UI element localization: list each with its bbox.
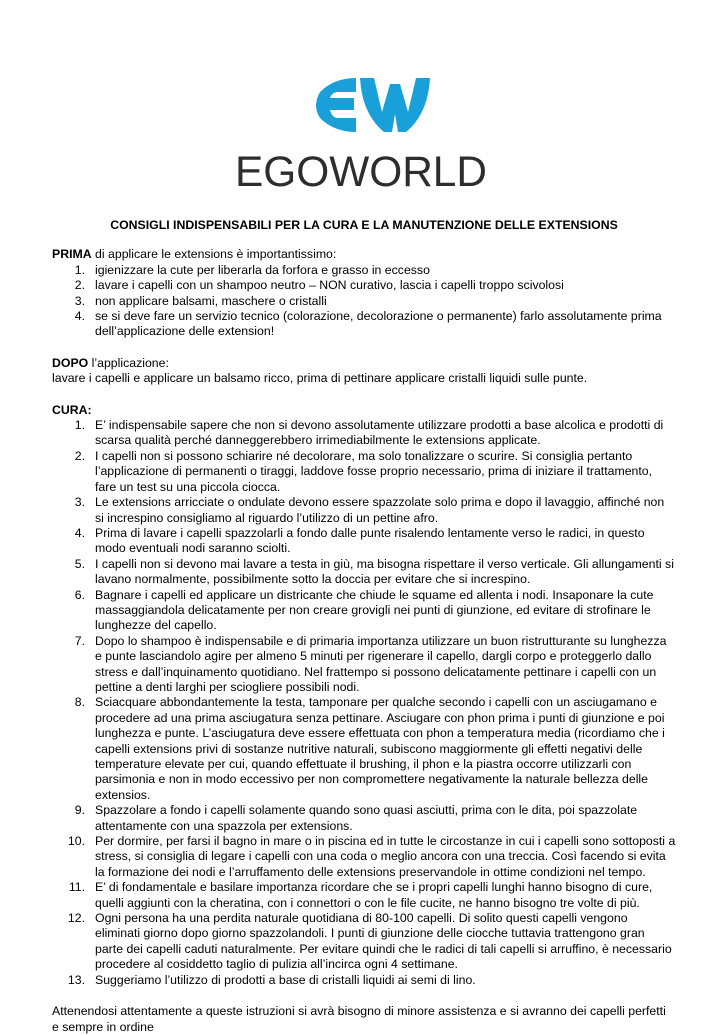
prima-list — [52, 263, 676, 340]
list-item-number: 2. — [74, 278, 85, 293]
list-item-text: I capelli non si possono schiarire né decolorare, ma solo tonalizzare o scurire. Si consiglia pertanto l’applicazione di permanenti o tiraggi, laddove fosse proprio necessario, prima di iniziare il trattamento, fare un test su una piccola ciocca. — [95, 448, 653, 494]
list-item — [52, 803, 676, 834]
list-item-text: Dopo lo shampoo è indispensabile e di primaria importanza utilizzare un buon ristrutturante su lunghezza e punte lasciandolo agire per almeno 5 minuti per rigenerare il capello, dargli corpo e proteggerlo dallo stress e dall’inquinamento quotidiano. Nel frattempo si possono delicatamente pettinare i capelli con un pettine a denti larghi per sciogliere possibili nodi. — [95, 633, 667, 694]
list-item — [52, 263, 676, 278]
list-item-number: 8. — [74, 695, 85, 710]
list-item-text: Suggeriamo l’utilizzo di prodotti a base di cristalli liquidi ai semi di lino. — [95, 972, 476, 987]
list-item — [52, 695, 676, 803]
list-item-text: Sciacquare abbondantemente la testa, tamponare per qualche secondo i capelli con un asciugamano e procedere ad una prima asciugatura senza pettinare. Asciugare con phon prima i punti di giunzione e poi lunghezza e punte. L’asciugatura deve essere effettuata con phon a temperatura media (ricordiamo che i capelli extensions privi di sostanze nutritive naturali, subiscono maggiormente gli effetti negativi delle temperature elevate per cui, quando effettuate il brushing, il phon e la piastra occorre utilizzarli con parsimonia e non in modo eccessivo per non compromettere negativamente la naturale bellezza delle extensios. — [95, 695, 665, 802]
dopo-text: l’applicazione: — [88, 355, 169, 370]
list-item — [52, 278, 676, 293]
list-item-number: 9. — [74, 803, 85, 818]
list-item — [52, 973, 676, 988]
list-item-number: 4. — [74, 309, 85, 324]
list-item-text: Per dormire, per farsi il bagno in mare o in piscina ed in tutte le circostanze in cui i capelli sono sottoposti a stress, si consiglia di legare i capelli con una coda o meglio ancora con una treccia. Così facendo si evita la formazione dei nodi e l’arruffamento delle extensions preservandole in ottime condizioni nel tempo. — [95, 834, 676, 879]
list-item — [52, 557, 676, 588]
list-item-text: lavare i capelli con un shampoo neutro – NON curativo, lascia i capelli troppo scivolosi — [95, 278, 564, 293]
list-item — [52, 911, 676, 973]
list-item-text: Prima di lavare i capelli spazzolarli a fondo dalle punte risalendo lentamente verso le radici, in questo modo eventuali nodi saranno sciolti. — [95, 525, 645, 556]
list-item-text: E’ indispensabile sapere che non si devono assolutamente utilizzare prodotti a base alcolica e prodotti di scarsa qualità perché danneggerebbero irrimediabilmente le extensions applicate. — [95, 418, 664, 448]
list-item-number: 10. — [67, 834, 85, 849]
list-item — [52, 834, 676, 880]
list-item — [52, 309, 676, 340]
egoworld-logo — [234, 74, 488, 190]
list-item-text: se si deve fare un servizio tecnico (colorazione, decolorazione o permanente) farlo assolutamente prima dell’applicazione delle extension! — [95, 309, 662, 339]
document-body — [52, 218, 676, 1035]
egoworld-logo-graphic — [234, 74, 488, 190]
list-item — [52, 880, 676, 911]
cura-list — [52, 418, 676, 988]
list-item — [52, 634, 676, 696]
closing-text: Attenendosi attentamente a queste istruzioni si avrà bisogno di minore assistenza e si avranno dei capelli perfetti e sempre in ordine — [52, 1004, 666, 1034]
list-item — [52, 294, 676, 309]
list-item-number: 1. — [74, 262, 85, 277]
list-item-number: 1. — [74, 418, 85, 433]
list-item-number: 3. — [74, 495, 85, 510]
list-item-text: Le extensions arricciate o ondulate devono essere spazzolate solo prima e dopo il lavaggio, affinché non si increspino consigliamo al riguardo l’utilizzo di un pettine afro. — [95, 495, 665, 525]
list-item — [52, 449, 676, 495]
egoworld-wordmark: EGOWORLD — [235, 148, 487, 190]
list-item-text: igienizzare la cute per liberarla da forfora e grasso in eccesso — [95, 262, 430, 277]
prima-label: PRIMA — [52, 247, 92, 262]
dopo-body: lavare i capelli e applicare un balsamo ricco, prima di pettinare applicare cristalli liquidi sulle punte. — [52, 371, 588, 386]
list-item — [52, 588, 676, 634]
list-item-number: 12. — [67, 911, 85, 926]
list-item-number: 2. — [74, 448, 85, 463]
cura-label: CURA: — [52, 402, 92, 417]
list-item-text: non applicare balsami, maschere o cristalli — [95, 293, 327, 308]
list-item-number: 7. — [74, 633, 85, 648]
list-item-text: Ogni persona ha una perdita naturale quotidiana di 80-100 capelli. Di solito questi capelli vengono eliminati giorno dopo giorno spazzolandoli. I punti di giunzione delle ciocche tuttavia trattengono gran parte dei capelli caduti naturalmente. Per evitare quindi che le radici di tali capelli si arruffino, è necessario procedere al cosiddetto taglio di pulizia all’incirca ogni 4 settimane. — [95, 911, 672, 972]
list-item-number: 11. — [68, 880, 85, 895]
list-item — [52, 418, 676, 449]
list-item-text: E’ di fondamentale e basilare importanza ricordare che se i propri capelli lunghi hanno bisogno di cure, quelli aggiunti con la cheratina, con i connettori o con le file cucite, ne hanno bisogno tre volte di più. — [95, 880, 653, 910]
ew-monogram-icon — [316, 78, 430, 132]
prima-text: di applicare le extensions è importantissimo: — [91, 247, 337, 262]
dopo-label: DOPO — [52, 355, 89, 370]
list-item-number: 3. — [74, 293, 85, 308]
list-item-text: I capelli non si devono mai lavare a testa in giù, ma bisogna rispettare il verso verticale. Gli allungamenti si lavano normalmente, possibilmente sotto la doccia per evitare che si increspino. — [95, 556, 674, 587]
prima-intro — [52, 247, 676, 262]
list-item-number: 6. — [74, 587, 85, 602]
list-item-number: 4. — [74, 525, 85, 540]
list-item-number: 5. — [74, 556, 85, 571]
list-item — [52, 495, 676, 526]
document-title: CONSIGLI INDISPENSABILI PER LA CURA E LA MANUTENZIONE DELLE EXTENSIONS — [110, 218, 618, 232]
list-item-text: Spazzolare a fondo i capelli solamente quando sono quasi asciutti, prima con le dita, poi spazzolate attentamente con una spazzola per extensions. — [95, 803, 638, 833]
list-item-number: 13. — [67, 972, 85, 987]
list-item — [52, 526, 676, 557]
dopo-intro — [52, 356, 676, 371]
list-item-text: Bagnare i capelli ed applicare un districante che chiude le squame ed allenta i nodi. Insaponare la cute massaggiandola delicatamente per non creare grovigli nei punti di giunzione, ed evitare di strofinare le lunghezze del capello. — [95, 587, 654, 633]
